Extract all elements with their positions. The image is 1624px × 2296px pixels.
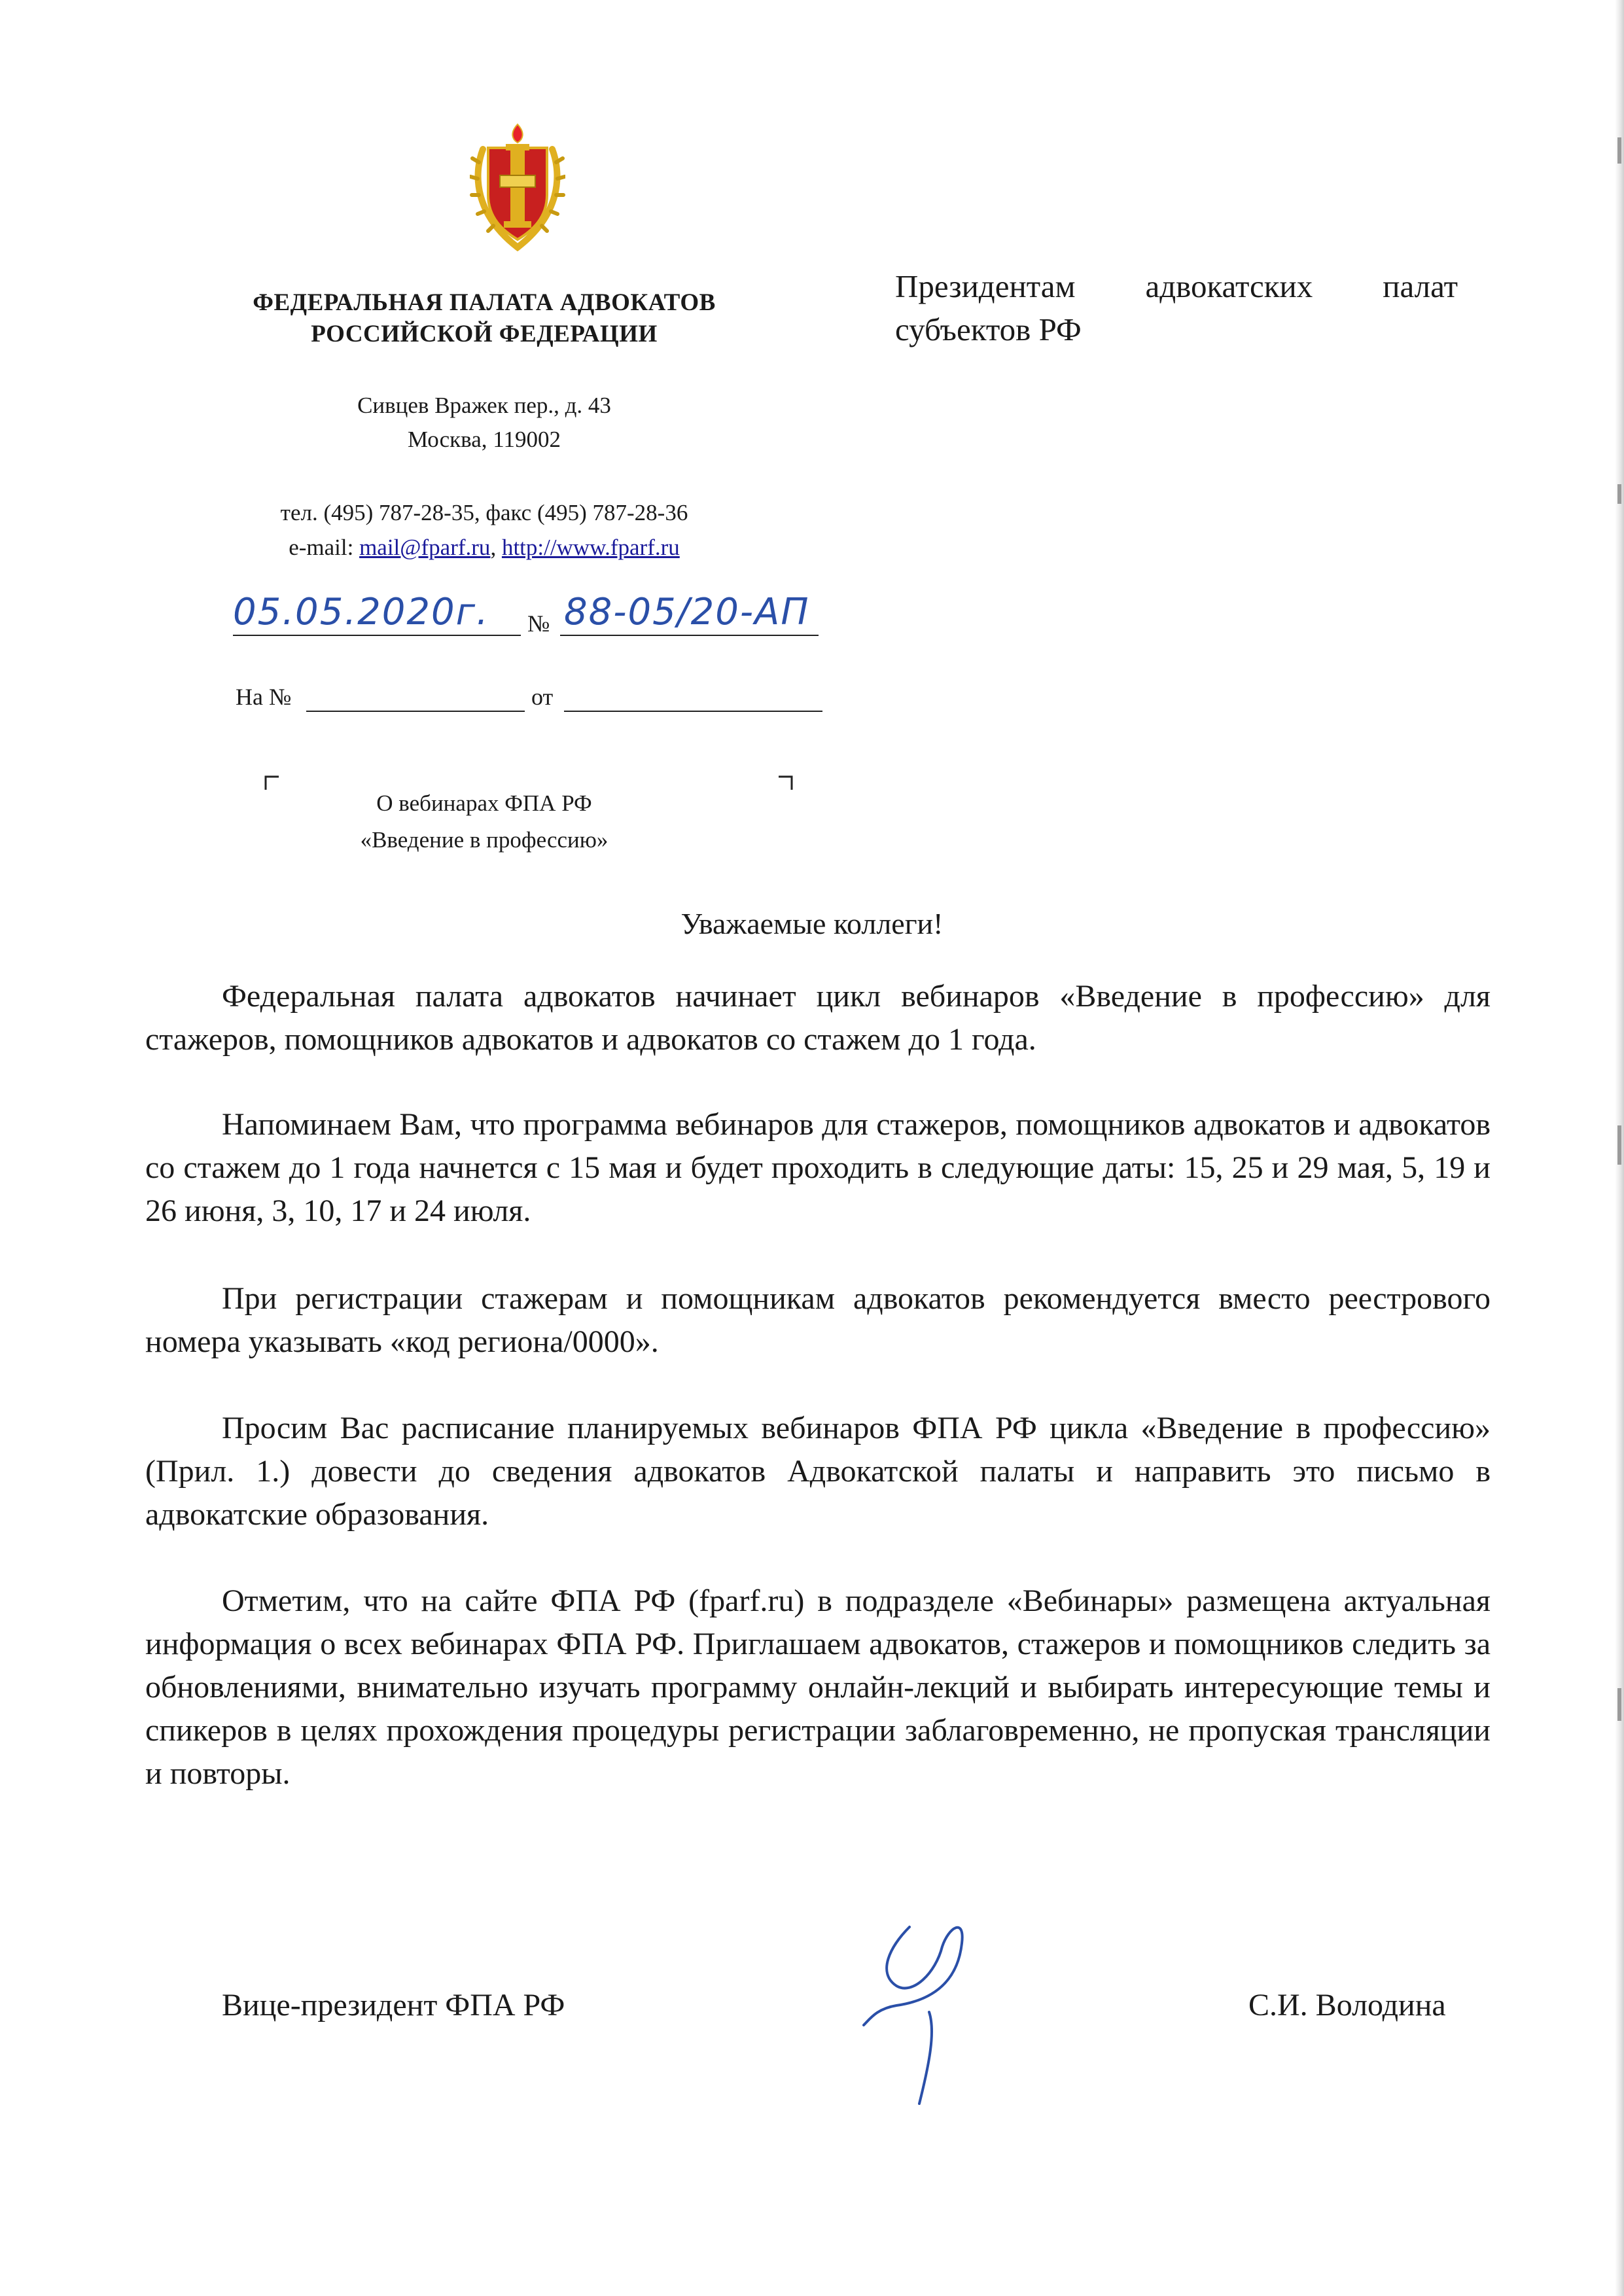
paragraph: При регистрации стажерам и помощникам адвокатов рекомендуется вместо реестрового номера указывать «код региона/0000». xyxy=(145,1281,1491,1359)
subject-line2: «Введение в профессию» xyxy=(360,827,609,853)
handwritten-date: 05.05.2020г. xyxy=(233,591,489,633)
signatory-name: С.И. Володина xyxy=(1248,1988,1446,2022)
scan-mark xyxy=(1617,1125,1621,1165)
corner-bracket-right-icon xyxy=(779,775,793,790)
phone-fax: тел. (495) 787-28-35, факс (495) 787-28-36 xyxy=(280,500,688,525)
outgoing-number xyxy=(564,591,809,633)
salutation: Уважаемые коллеги! xyxy=(680,907,944,940)
signatory-title: Вице-президент ФПА РФ xyxy=(222,1988,565,2022)
reply-date-field xyxy=(564,711,822,712)
handwritten-number: 88-05/20-АП xyxy=(564,591,810,633)
number-label: № xyxy=(527,610,550,637)
subject xyxy=(288,785,680,858)
paragraph: Федеральная палата адвокатов начинает цикл вебинаров «Введение в профессию» для стажеров, помощников адвокатов и адвокатов со стажем до 1 года. xyxy=(145,979,1491,1057)
website-link[interactable]: http://www.fparf.ru xyxy=(501,535,680,560)
contact-line xyxy=(196,530,772,565)
email-link[interactable]: mail@fparf.ru xyxy=(359,535,491,560)
address-city: Москва, 119002 xyxy=(408,427,561,452)
paragraph: Отметим, что на сайте ФПА РФ (fparf.ru) в подразделе «Вебинары» размещена актуальная информация о всех вебинарах ФПА РФ. Приглашаем адвокатов, стажеров и помощников следить за обновлениями, внимательно изучать программу онлайн-лекций и выбирать интересующие темы и спикеров в целях прохождения процедуры регистрации заблаговременно, не пропуская трансляции и повторы. xyxy=(145,1583,1491,1791)
scan-mark xyxy=(1617,484,1621,504)
reply-number-field xyxy=(306,711,525,712)
paragraph: Напоминаем Вам, что программа вебинаров для стажеров, помощников адвокатов и адвокатов со стажем до 1 года начнется с 15 мая и будет проходить в следующие даты: 15, 25 и 29 мая, 5, 19 и 26 июня, 3, 10, 17 и 24 июля. xyxy=(145,1107,1491,1228)
number-underline xyxy=(560,635,819,636)
email-label: e-mail: xyxy=(289,535,360,560)
scan-mark xyxy=(1617,1688,1621,1721)
reply-from-label: от xyxy=(531,684,554,710)
date-underline xyxy=(233,635,521,636)
contact-separator: , xyxy=(490,535,502,560)
subject-line1: О вебинарах ФПА РФ xyxy=(376,790,592,816)
fpa-emblem-icon xyxy=(470,123,565,251)
handwritten-signature xyxy=(851,1914,1008,2110)
reply-number-label: На № xyxy=(236,684,292,710)
org-name-line1: ФЕДЕРАЛЬНАЯ ПАЛАТА АДВОКАТОВ xyxy=(253,289,716,316)
corner-bracket-left-icon xyxy=(264,775,279,790)
org-name-line2: РОССИЙСКОЙ ФЕДЕРАЦИИ xyxy=(311,321,658,347)
recipient: Президентам адвокатских палат субъектов РФ xyxy=(895,268,1458,347)
scan-mark xyxy=(1617,137,1621,164)
paragraph: Просим Вас расписание планируемых вебинаров ФПА РФ цикла «Введение в профессию» (Прил. 1.) довести до сведения адвокатов Адвокатской палаты и направить это письмо в адвокатские образования. xyxy=(145,1411,1491,1532)
outgoing-date xyxy=(233,591,489,633)
address-street: Сивцев Вражек пер., д. 43 xyxy=(357,393,611,418)
